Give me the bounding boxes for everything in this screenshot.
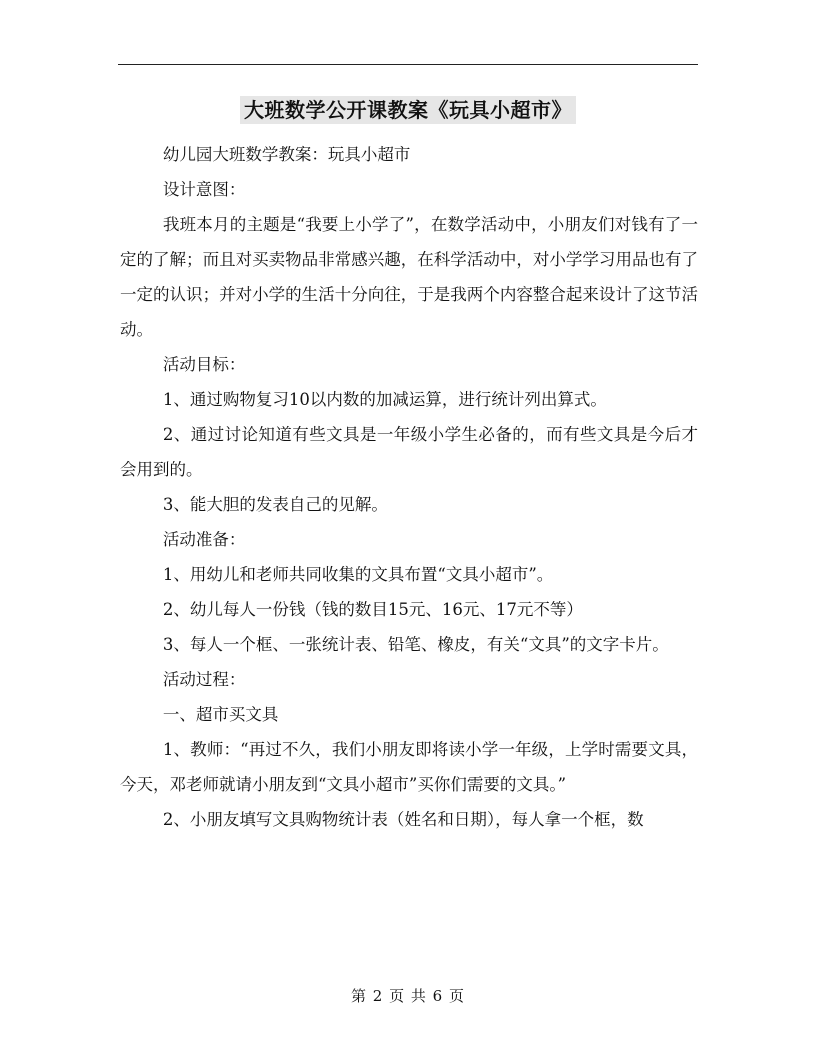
paragraph: 2、通过讨论知道有些文具是一年级小学生必备的，而有些文具是今后才会用到的。 bbox=[120, 425, 698, 479]
paragraph: 3、每人一个框、一张统计表、铅笔、橡皮，有关“文具”的文字卡片。 bbox=[162, 635, 669, 654]
paragraph: 一、超市买文具 bbox=[162, 705, 279, 724]
title-container bbox=[0, 96, 816, 124]
paragraph: 2、小朋友填写文具购物统计表（姓名和日期），每人拿一个框，数 bbox=[162, 810, 644, 829]
document-body bbox=[120, 137, 698, 837]
paragraph: 活动过程： bbox=[162, 670, 246, 689]
paragraph: 活动目标： bbox=[162, 355, 246, 374]
paragraph: 活动准备： bbox=[162, 530, 246, 549]
document-title: 大班数学公开课教案《玩具小超市》 bbox=[240, 96, 576, 124]
paragraph: 幼儿园大班数学教案：玩具小超市 bbox=[162, 145, 411, 164]
paragraph: 1、用幼儿和老师共同收集的文具布置“文具小超市”。 bbox=[162, 565, 554, 584]
paragraph: 3、能大胆的发表自己的见解。 bbox=[162, 495, 388, 514]
header-rule bbox=[118, 64, 698, 65]
paragraph: 设计意图： bbox=[162, 180, 246, 199]
paragraph: 我班本月的主题是“我要上小学了”，在数学活动中，小朋友们对钱有了一定的了解；而且对买卖物品非常感兴趣，在科学活动中，对小学学习用品也有了一定的认识；并对小学的生活十分向往，于是我两个内容整合起来设计了这节活动。 bbox=[120, 215, 698, 339]
paragraph: 1、教师：“再过不久，我们小朋友即将读小学一年级，上学时需要文具，今天，邓老师就请小朋友到“文具小超市”买你们需要的文具。” bbox=[120, 740, 698, 794]
paragraph: 2、幼儿每人一份钱（钱的数目15元、16元、17元不等） bbox=[162, 600, 583, 619]
page-number: 第 2 页 共 6 页 bbox=[351, 987, 465, 1005]
paragraph: 1、通过购物复习10以内数的加减运算，进行统计列出算式。 bbox=[162, 390, 607, 409]
